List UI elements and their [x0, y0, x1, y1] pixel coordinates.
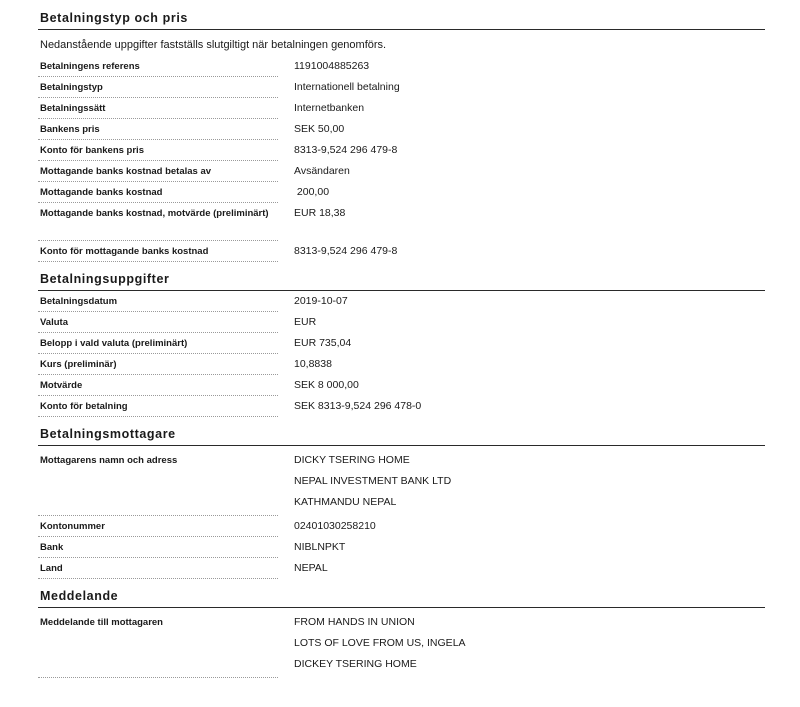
row-receiving-bank-cost-equivalent — [38, 203, 765, 241]
row-receiving-bank-cost-account — [38, 241, 765, 262]
section-payment-type — [38, 7, 765, 262]
row-value: SEK 50,00 — [294, 123, 345, 135]
section-title: Betalningsmottagare — [38, 423, 765, 446]
row-label: Mottagande banks kostnad — [38, 182, 278, 203]
row-label: Bankens pris — [38, 119, 278, 140]
row-amount — [38, 333, 765, 354]
row-label: Meddelande till mottagaren — [38, 612, 278, 678]
section-message — [38, 585, 765, 678]
row-value: NIBLNPKT — [294, 541, 346, 553]
row-label: Konto för betalning — [38, 396, 278, 417]
row-label: Betalningssätt — [38, 98, 278, 119]
row-label: Konto för mottagande banks kostnad — [38, 241, 278, 262]
row-label: Betalningens referens — [38, 56, 278, 77]
recipient-address — [294, 450, 451, 513]
row-value: 2019-10-07 — [294, 295, 348, 307]
row-receiving-bank-cost — [38, 182, 765, 203]
section-title: Betalningsuppgifter — [38, 268, 765, 291]
message-text — [294, 612, 466, 675]
address-line: NEPAL INVESTMENT BANK LTD — [294, 475, 452, 487]
row-label: Belopp i vald valuta (preliminärt) — [38, 333, 278, 354]
row-payment-account — [38, 396, 765, 417]
row-label: Valuta — [38, 312, 278, 333]
row-label: Mottagande banks kostnad, motvärde (preliminärt) — [38, 203, 278, 241]
row-label: Land — [38, 558, 278, 579]
row-payment-method — [38, 98, 765, 119]
row-equivalent — [38, 375, 765, 396]
row-rate — [38, 354, 765, 375]
row-cost-paid-by — [38, 161, 765, 182]
row-value: EUR 18,38 — [294, 207, 346, 219]
row-currency — [38, 312, 765, 333]
message-line: FROM HANDS IN UNION — [294, 616, 415, 628]
row-value: 10,8838 — [294, 358, 332, 370]
row-bank — [38, 537, 765, 558]
row-country — [38, 558, 765, 579]
row-label: Betalningsdatum — [38, 291, 278, 312]
message-line: LOTS OF LOVE FROM US, INGELA — [294, 637, 466, 649]
intro-text: Nedanstående uppgifter fastställs slutgiltigt när betalningen genomförs. — [40, 39, 387, 51]
address-line: DICKY TSERING HOME — [294, 454, 410, 466]
row-value: Internationell betalning — [294, 81, 400, 93]
row-value: EUR 735,04 — [294, 337, 352, 349]
row-reference — [38, 56, 765, 77]
row-payment-type — [38, 77, 765, 98]
row-value: 1191004885263 — [294, 60, 370, 72]
row-bank-price-account — [38, 140, 765, 161]
row-bank-price — [38, 119, 765, 140]
address-line: KATHMANDU NEPAL — [294, 496, 397, 508]
row-label: Bank — [38, 537, 278, 558]
row-account-number — [38, 516, 765, 537]
row-value: 02401030258210 — [294, 520, 376, 532]
row-value: Internetbanken — [294, 102, 365, 114]
row-value: SEK 8 000,00 — [294, 379, 359, 391]
row-recipient-name-address — [38, 450, 765, 516]
row-label: Mottagarens namn och adress — [38, 450, 278, 516]
section-recipient — [38, 423, 765, 579]
section-title: Meddelande — [38, 585, 765, 608]
row-value: NEPAL — [294, 562, 328, 574]
row-value: Avsändaren — [294, 165, 350, 177]
row-label: Kurs (preliminär) — [38, 354, 278, 375]
row-value: 200,00 — [294, 186, 330, 198]
row-payment-date — [38, 291, 765, 312]
message-line: DICKEY TSERING HOME — [294, 658, 417, 670]
row-label: Mottagande banks kostnad betalas av — [38, 161, 278, 182]
payment-document — [0, 7, 800, 678]
section-payment-details — [38, 268, 765, 417]
row-message — [38, 612, 765, 678]
row-label: Betalningstyp — [38, 77, 278, 98]
row-value: SEK 8313-9,524 296 478-0 — [294, 400, 422, 412]
row-label: Motvärde — [38, 375, 278, 396]
row-label: Konto för bankens pris — [38, 140, 278, 161]
row-value: 8313-9,524 296 479-8 — [294, 245, 398, 257]
section-title: Betalningstyp och pris — [38, 7, 765, 30]
row-label: Kontonummer — [38, 516, 278, 537]
row-value: 8313-9,524 296 479-8 — [294, 144, 398, 156]
row-value: EUR — [294, 316, 317, 328]
